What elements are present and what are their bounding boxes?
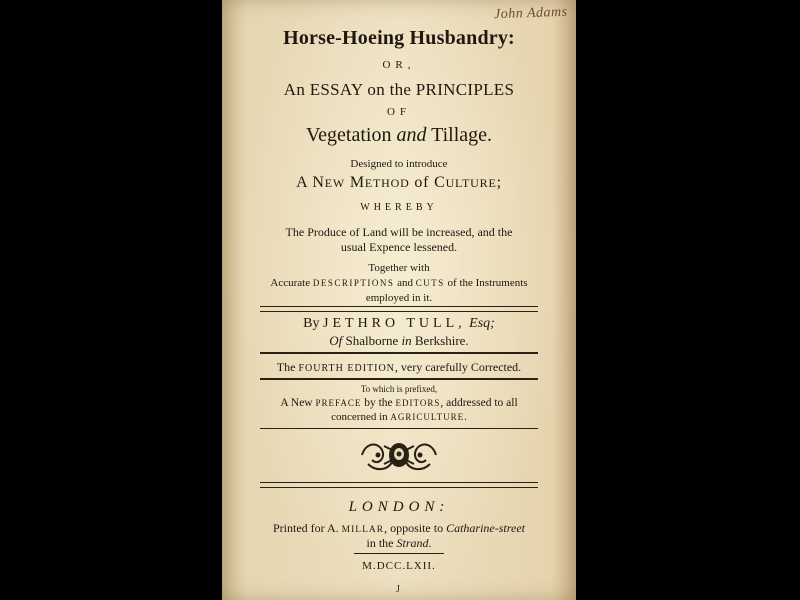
divider-rule [260, 352, 538, 354]
edition-line: The FOURTH EDITION, very carefully Corrected. [276, 360, 522, 374]
divider-rule [260, 378, 538, 380]
new-method-line: A NEW METHOD of CULTURE; [296, 174, 502, 191]
author-line: By JETHRO TULL, Esq; [303, 316, 495, 331]
imprint-city: LONDON: [348, 499, 450, 515]
whereby-line: WHEREBY [360, 202, 438, 213]
produce-line-1: The Produce of Land will be increased, and the [285, 225, 513, 239]
essay-line: An ESSAY on the PRINCIPLES [283, 80, 515, 99]
divider-rule [260, 482, 538, 488]
vegetation-line: Vegetation and Tillage. [305, 124, 493, 146]
signature-mark: J [396, 584, 400, 595]
preface-line: A New PREFACE by the EDITORS, addressed to all [280, 397, 518, 409]
imprint-date: M.DCC.LXII. [362, 560, 436, 572]
produce-line-2: usual Expence lessened. [340, 240, 458, 254]
or-line: OR, [382, 59, 416, 71]
employed-line: employed in it. [365, 292, 433, 304]
title-page [222, 0, 576, 600]
accurate-line: Accurate DESCRIPTIONS and CUTS of the Instruments [270, 277, 528, 289]
prefixed-line: To which is prefixed, [360, 384, 438, 394]
divider-rule [354, 553, 444, 554]
together-line: Together with [368, 262, 430, 274]
of-line: OF [386, 106, 412, 118]
printer-line: Printed for A. MILLAR, opposite to Catharine-street [273, 521, 525, 535]
author-place: Of Shalborne in Berkshire. [329, 333, 469, 348]
divider-rule [260, 306, 538, 312]
concerned-line: concerned in AGRICULTURE. [331, 411, 467, 423]
divider-rule [260, 428, 538, 429]
book-title: Horse-Hoeing Husbandry: [283, 27, 515, 49]
designed-line: Designed to introduce [350, 158, 448, 170]
printers-ornament-icon [358, 436, 440, 474]
signature: John Adams [494, 4, 569, 23]
printer-location: in the Strand. [366, 536, 432, 550]
